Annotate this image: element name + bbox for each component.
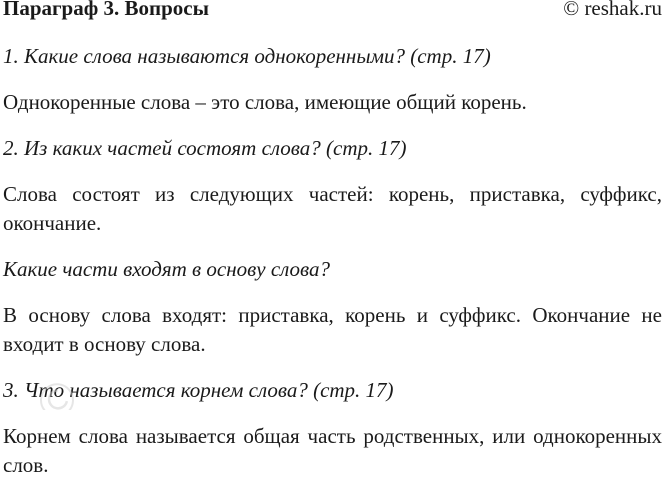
site-credit: © reshak.ru	[563, 0, 662, 20]
page-header	[3, 0, 662, 22]
page-title: Параграф 3. Вопросы	[3, 0, 210, 20]
answer-2b: В основу слова входят: приставка, корень и суффикс. Окончание не входит в основу слова.	[3, 303, 662, 356]
answer-1: Однокоренные слова – это слова, имеющие общий корень.	[3, 90, 527, 114]
question-2b: Какие части входят в основу слова?	[3, 257, 331, 281]
answer-3: Корнем слова называется общая часть родственных, или однокоренных слов.	[3, 424, 662, 477]
question-2: 2. Из каких частей состоят слова? (стр. 17)	[3, 136, 407, 160]
answer-2: Слова состоят из следующих частей: корень, приставка, суффикс, окончание.	[3, 182, 662, 235]
question-3: 3. Что называется корнем слова? (стр. 17)	[3, 378, 394, 402]
question-1: 1. Какие слова называются однокоренными? (стр. 17)	[3, 44, 491, 68]
